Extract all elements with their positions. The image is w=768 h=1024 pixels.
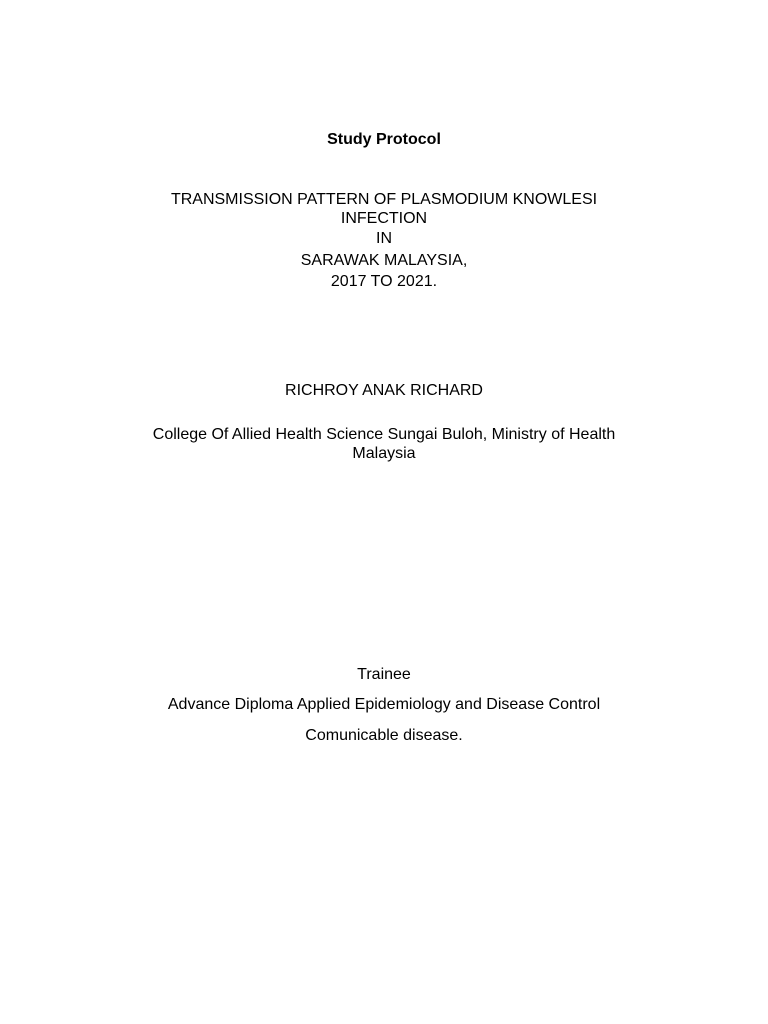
title-line-4: SARAWAK MALAYSIA, [300,252,468,269]
trainee-role: Trainee [357,666,411,683]
program-name: Advance Diploma Applied Epidemiology and Disease Control [167,696,601,713]
author-name: RICHROY ANAK RICHARD [285,382,483,399]
title-line-3: IN [376,230,392,247]
title-line-5: 2017 TO 2021. [330,273,438,290]
affiliation-line-2: Malaysia [352,445,416,462]
title-line-2: INFECTION [340,210,428,227]
affiliation-line-1: College Of Allied Health Science Sungai Buloh, Ministry of Health [152,426,616,443]
specialization: Comunicable disease. [305,727,463,744]
title-line-1: TRANSMISSION PATTERN OF PLASMODIUM KNOWLESI [170,191,598,208]
document-heading: Study Protocol [327,131,441,148]
